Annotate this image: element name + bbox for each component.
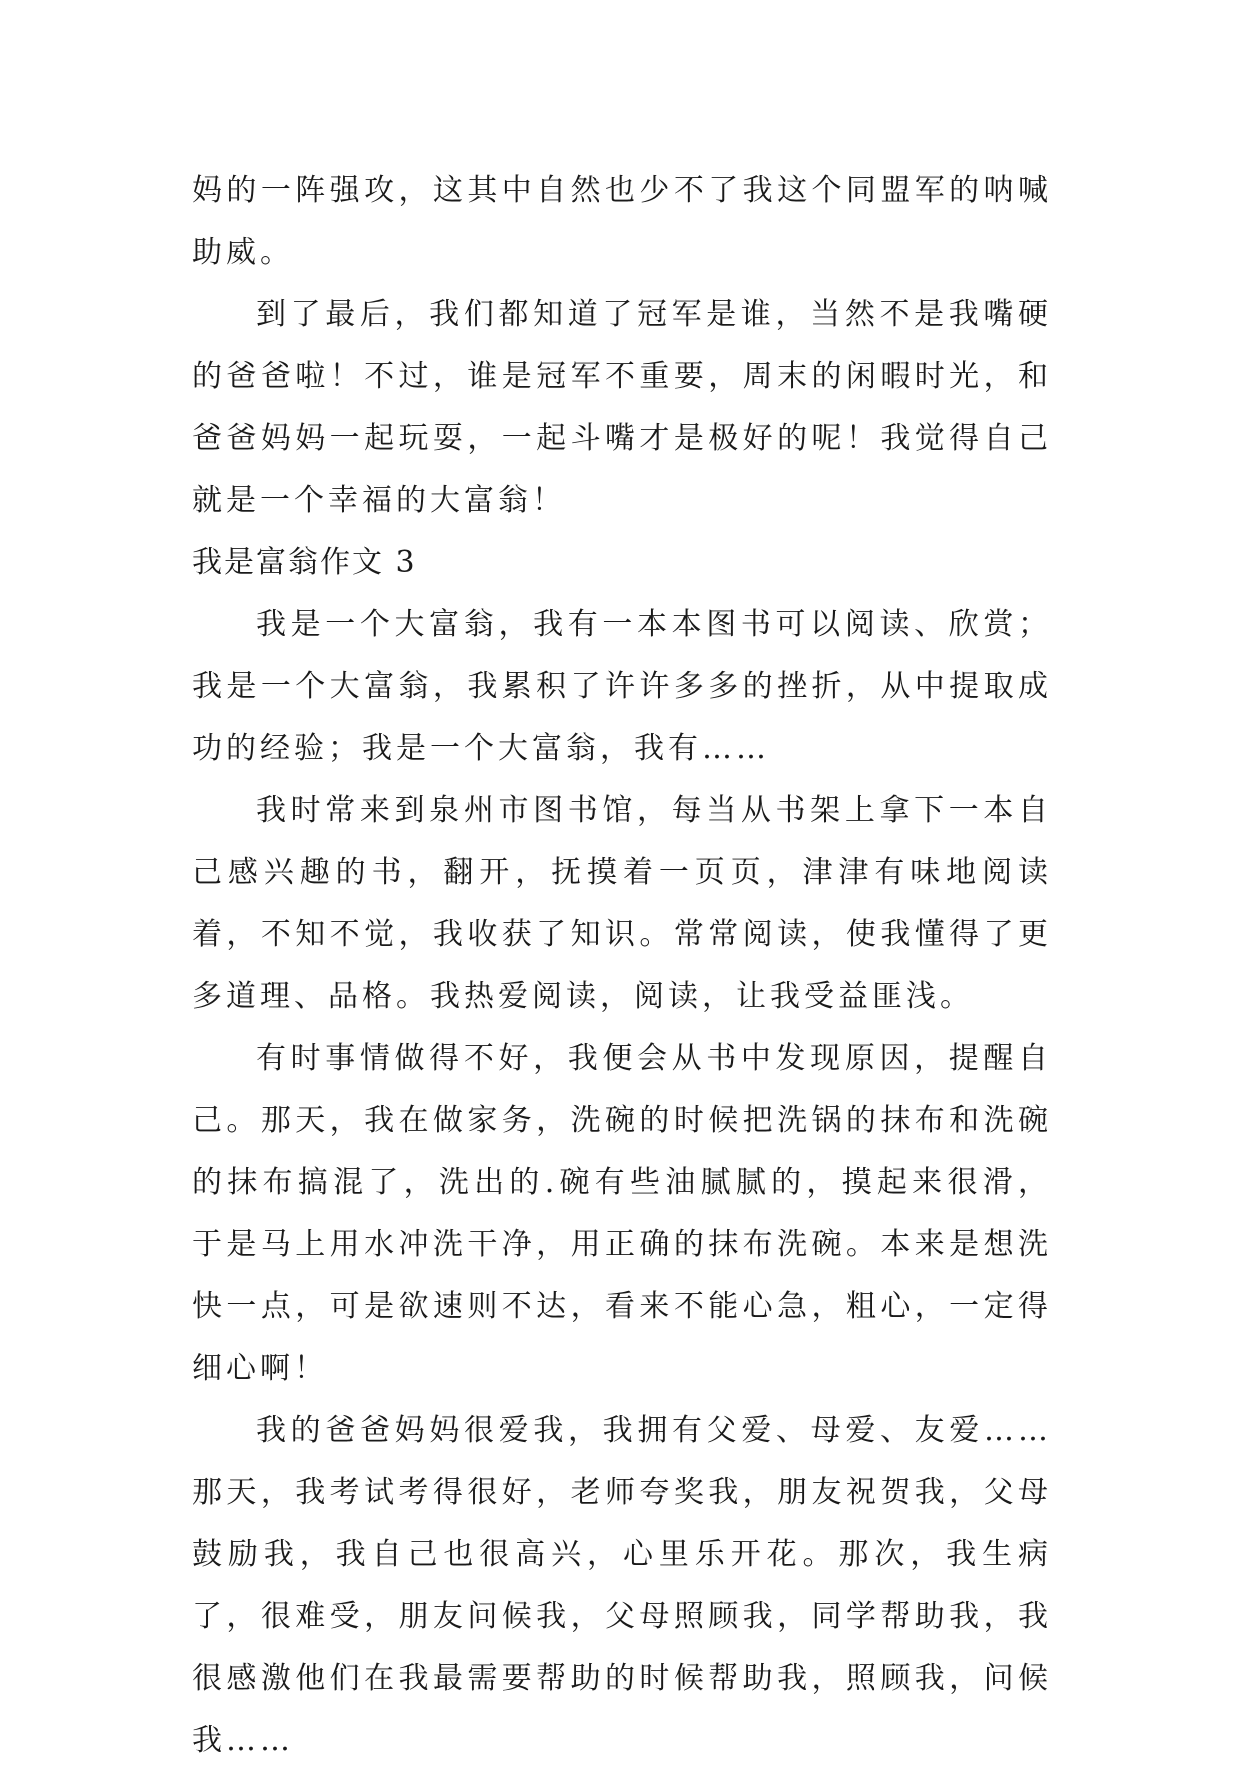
document-body <box>192 160 1052 1772</box>
paragraph-continued: 妈的一阵强攻，这其中自然也少不了我这个同盟军的呐喊助威。 <box>192 173 1052 270</box>
section-title: 我是富翁作文 3 <box>192 545 417 580</box>
paragraph-library: 我时常来到泉州市图书馆，每当从书架上拿下一本自己感兴趣的书，翻开，抚摸着一页页，津津有味地阅读着，不知不觉，我收获了知识。常常阅读，使我懂得了更多道理、品格。我热爱阅读，阅读，让我受益匪浅。 <box>192 793 1052 1014</box>
paragraph-chores: 有时事情做得不好，我便会从书中发现原因，提醒自己。那天，我在做家务，洗碗的时候把洗锅的抹布和洗碗的抹布搞混了，洗出的.碗有些油腻腻的，摸起来很滑，于是马上用水冲洗干净，用正确的抹布洗碗。本来是想洗快一点，可是欲速则不达，看来不能心急，粗心，一定得细心啊！ <box>192 1041 1052 1386</box>
paragraph-intro: 我是一个大富翁，我有一本本图书可以阅读、欣赏；我是一个大富翁，我累积了许许多多的挫折，从中提取成功的经验；我是一个大富翁，我有…… <box>192 607 1052 766</box>
paragraph-ending: 到了最后，我们都知道了冠军是谁，当然不是我嘴硬的爸爸啦！不过，谁是冠军不重要，周末的闲暇时光，和爸爸妈妈一起玩耍，一起斗嘴才是极好的呢！我觉得自己就是一个幸福的大富翁！ <box>192 297 1052 518</box>
paragraph-family: 我的爸爸妈妈很爱我，我拥有父爱、母爱、友爱……那天，我考试考得很好，老师夸奖我，朋友祝贺我，父母鼓励我，我自己也很高兴，心里乐开花。那次，我生病了，很难受，朋友问候我，父母照顾我，同学帮助我，我很感激他们在我最需要帮助的时候帮助我，照顾我，问候我…… <box>192 1413 1052 1758</box>
